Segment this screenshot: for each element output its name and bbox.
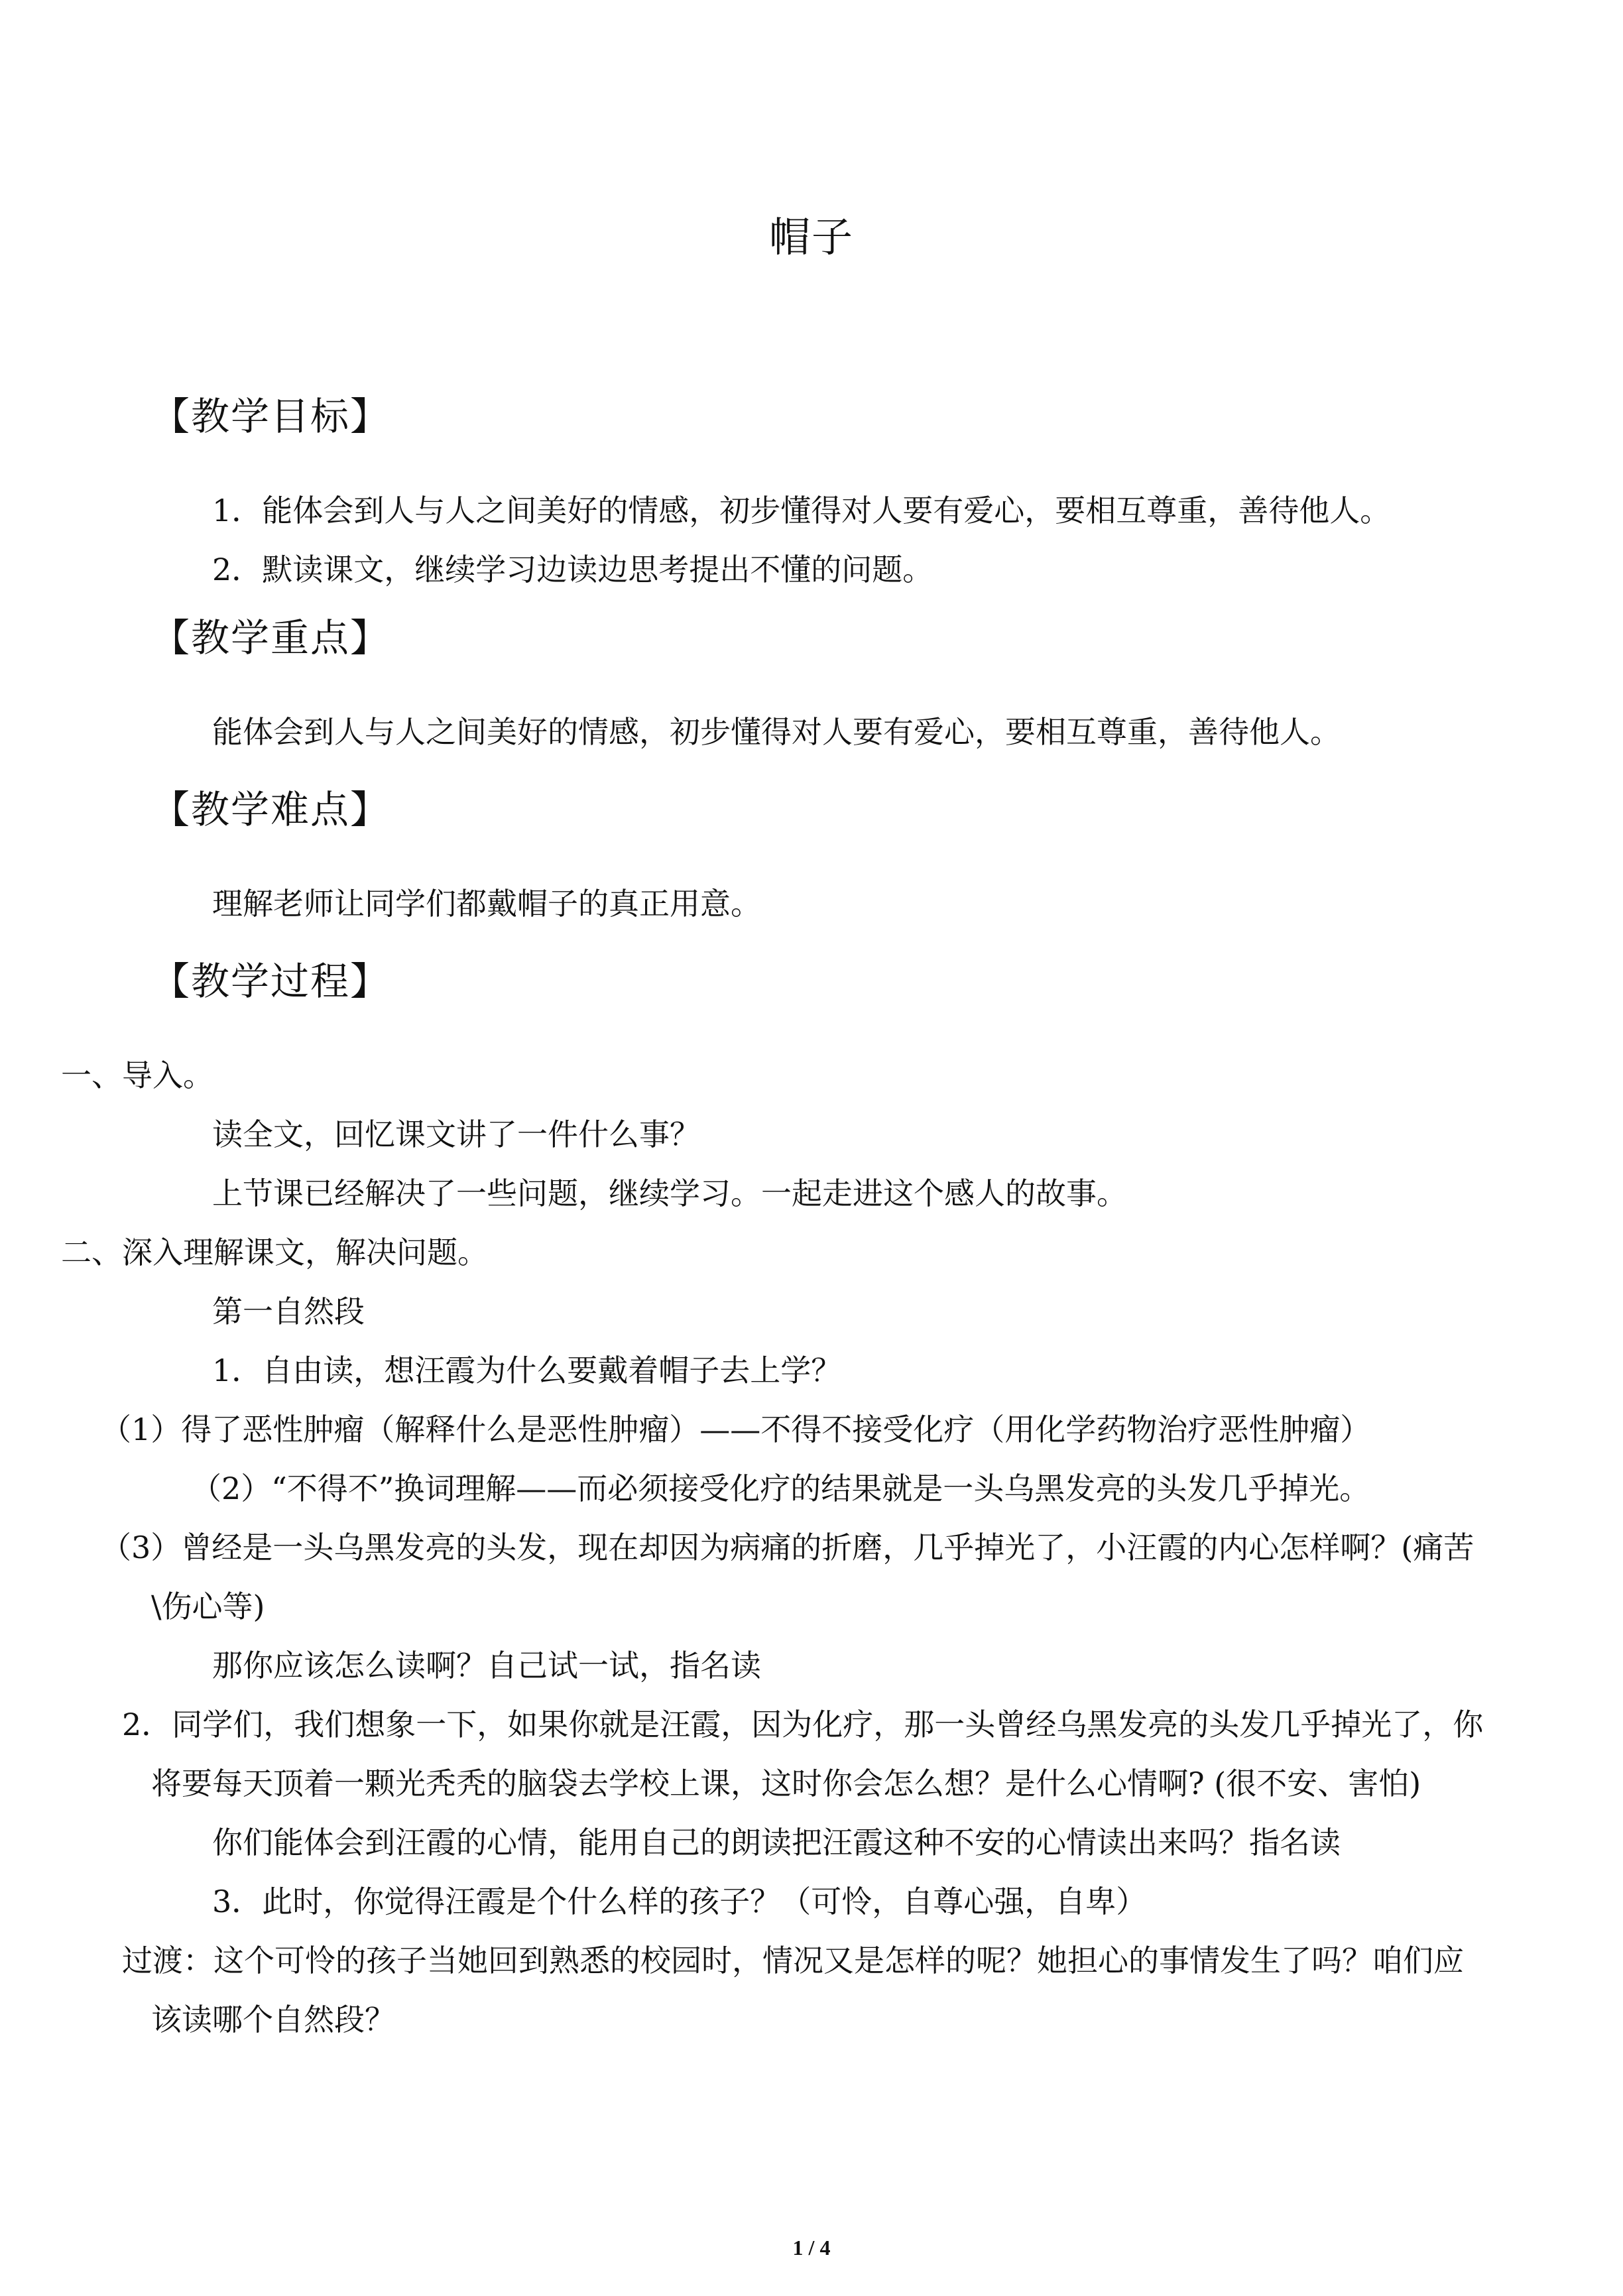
section-heading-goals: 【教学目标】 xyxy=(151,394,391,439)
process-subtitle: 第一自然段 xyxy=(212,1294,365,1329)
key-text: 能体会到人与人之间美好的情感，初步懂得对人要有爱心，要相互尊重，善待他人。 xyxy=(212,714,1341,750)
process-answer xyxy=(61,1400,1485,1459)
document-title: 帽子 xyxy=(768,213,854,261)
process-question xyxy=(61,1695,1485,1813)
process-part-title: 二、深入理解课文，解决问题。 xyxy=(61,1235,488,1270)
process-line: 那你应该怎么读啊？自己试一试，指名读 xyxy=(212,1648,761,1683)
process-line: 读全文，回忆课文讲了一件什么事？ xyxy=(212,1117,700,1152)
process-transition-text: 过渡：这个可怜的孩子当她回到熟悉的校园时，情况又是怎样的呢？她担心的事情发生了吗？咱们应该读哪个自然段？ xyxy=(122,1943,1464,2037)
process-transition xyxy=(61,1931,1485,2049)
process-question: 1．自由读，想汪霞为什么要戴着帽子去上学？ xyxy=(212,1353,842,1388)
section-heading-key: 【教学重点】 xyxy=(151,615,391,660)
goal-item: 1．能体会到人与人之间美好的情感，初步懂得对人要有爱心，要相互尊重，善待他人。 xyxy=(212,493,1391,528)
process-line: 你们能体会到汪霞的心情，能用自己的朗读把汪霞这种不安的心情读出来吗？指名读 xyxy=(212,1825,1341,1860)
process-answer xyxy=(61,1518,1485,1636)
process-line: 上节课已经解决了一些问题，继续学习。一起走进这个感人的故事。 xyxy=(212,1176,1127,1211)
section-heading-difficulty: 【教学难点】 xyxy=(151,787,391,832)
process-question: 3．此时，你觉得汪霞是个什么样的孩子？（可怜，自尊心强，自卑） xyxy=(212,1884,1147,1919)
page-number: 1 / 4 xyxy=(792,2236,831,2260)
process-answer-text: （1）得了恶性肿瘤（解释什么是恶性肿瘤）——不得不接受化疗（用化学药物治疗恶性肿瘤） xyxy=(101,1412,1371,1447)
process-question-text: 2．同学们，我们想象一下，如果你就是汪霞，因为化疗，那一头曾经乌黑发亮的头发几乎掉光了，你将要每天顶着一颗光秃秃的脑袋去学校上课，这时你会怎么想？是什么心情啊? (很不安、害怕) xyxy=(122,1707,1484,1801)
difficulty-text: 理解老师让同学们都戴帽子的真正用意。 xyxy=(212,886,761,922)
document-body xyxy=(61,383,1485,2049)
process-part-title: 一、导入。 xyxy=(61,1057,213,1093)
process-answer: （2）“不得不”换词理解——而必须接受化疗的结果就是一头乌黑发亮的头发几乎掉光。 xyxy=(191,1471,1370,1506)
process-answer-text: （3）曾经是一头乌黑发亮的头发，现在却因为病痛的折磨，几乎掉光了，小汪霞的内心怎样啊？(痛苦\伤心等) xyxy=(101,1530,1474,1624)
goal-item: 2．默读课文，继续学习边读边思考提出不懂的问题。 xyxy=(212,552,933,587)
section-heading-process: 【教学过程】 xyxy=(151,959,391,1004)
